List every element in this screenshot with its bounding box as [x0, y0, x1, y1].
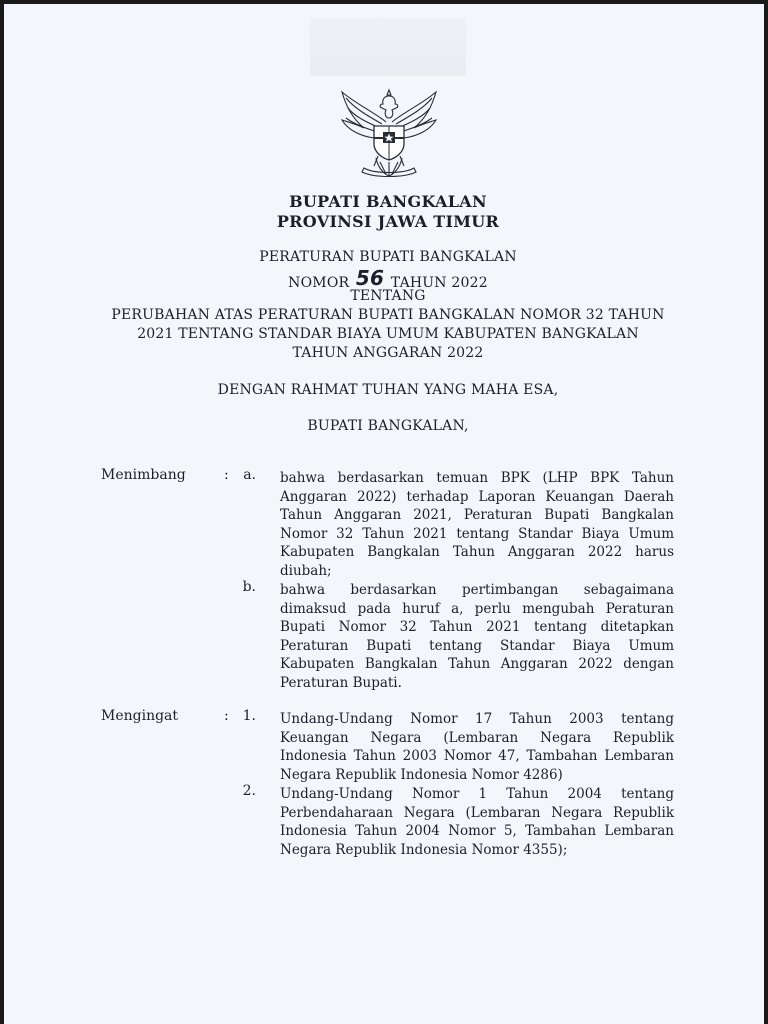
- document-page: [4, 4, 764, 1024]
- subject-line-1: PERUBAHAN ATAS PERATURAN BUPATI BANGKALAN NOMOR 32 TAHUN: [111, 307, 665, 323]
- subject-line-2: 2021 TENTANG STANDAR BIAYA UMUM KABUPATEN BANGKALAN: [137, 326, 639, 342]
- mengingat-colon: :: [224, 708, 229, 724]
- garuda-pancasila-emblem-icon: [334, 82, 444, 182]
- mengingat-marker-2: 2.: [242, 783, 256, 799]
- menimbang-label: Menimbang: [101, 467, 186, 483]
- menimbang-item-b: bahwa berdasarkan pertimbangan sebagaimana dimaksud pada huruf a, perlu mengubah Peraturan Bupati Nomor 32 Tahun 2021 tentang ditetapkan Peraturan Bupati tentang Standar Biaya Umum Kabupaten Bangkalan Tahun Anggaran 2022 dengan Peraturan Bupati.: [280, 582, 674, 691]
- mengingat-marker-1: 1.: [242, 708, 256, 724]
- menimbang-marker-b: b.: [242, 579, 256, 595]
- tentang-label: TENTANG: [350, 288, 426, 304]
- menimbang-item-a: bahwa berdasarkan temuan BPK (LHP BPK Tahun Anggaran 2022) terhadap Laporan Keuangan Daerah Tahun Anggaran 2021, Peraturan Bupati Bangkalan Nomor 32 Tahun 2021 tentang Standar Biaya Umum Kabupaten Bangkalan Tahun Anggaran 2022 harus diubah;: [280, 470, 674, 579]
- mengingat-item-1: Undang-Undang Nomor 17 Tahun 2003 tentang Keuangan Negara (Lembaran Negara Republik Indonesia Tahun 2003 Nomor 47, Tambahan Lembaran Negara Republik Indonesia Nomor 4286): [280, 711, 674, 783]
- menimbang-marker-a: a.: [243, 467, 256, 483]
- nomor-value: 56: [355, 266, 385, 290]
- faded-stamp-area: [310, 18, 466, 76]
- regulation-type: PERATURAN BUPATI BANGKALAN: [259, 249, 517, 265]
- header-line-2: PROVINSI JAWA TIMUR: [276, 212, 500, 231]
- invocation: DENGAN RAHMAT TUHAN YANG MAHA ESA,: [217, 382, 559, 398]
- header-line-1: BUPATI BANGKALAN: [289, 192, 487, 211]
- subject-line-3: TAHUN ANGGARAN 2022: [292, 345, 484, 361]
- mengingat-label: Mengingat: [101, 708, 179, 724]
- nomor-suffix: TAHUN 2022: [390, 275, 488, 291]
- issuer: BUPATI BANGKALAN,: [307, 418, 469, 434]
- mengingat-item-2: Undang-Undang Nomor 1 Tahun 2004 tentang Perbendaharaan Negara (Lembaran Negara Republik Indonesia Tahun 2004 Nomor 5, Tambahan Lembaran Negara Republik Indonesia Nomor 4355);: [280, 786, 674, 858]
- menimbang-colon: :: [224, 467, 229, 483]
- nomor-prefix: NOMOR: [288, 275, 350, 291]
